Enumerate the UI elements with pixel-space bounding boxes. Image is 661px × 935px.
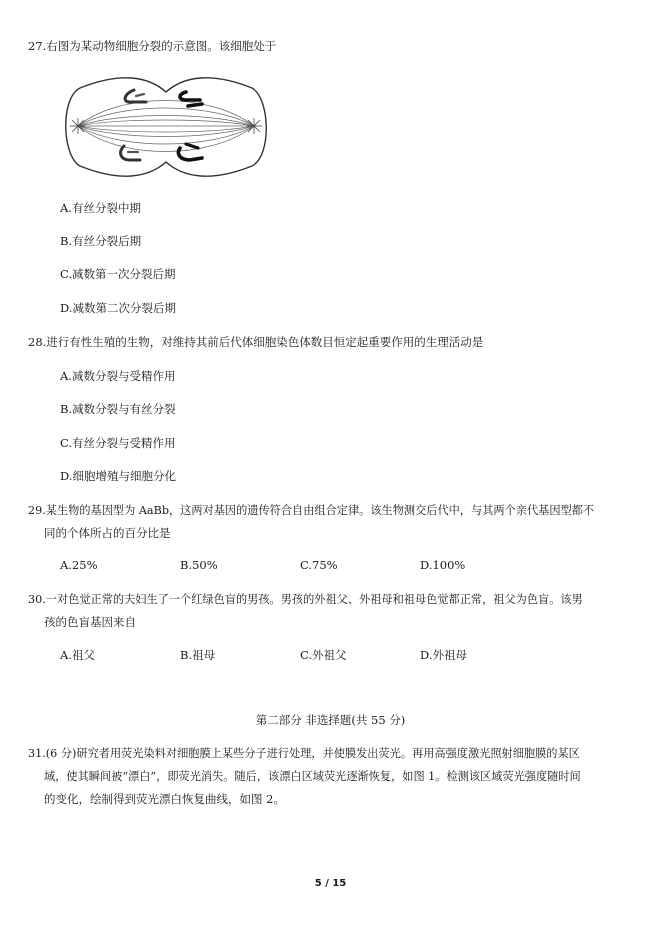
- q27-option-c: C.减数第一次分裂后期: [60, 267, 176, 281]
- cell-division-figure: [60, 68, 272, 186]
- q30-options-row: [60, 647, 540, 663]
- q27-option-a: A.有丝分裂中期: [60, 201, 141, 215]
- q28-option-a: A.减数分裂与受精作用: [60, 369, 176, 383]
- q30-stem-line1: 30.一对色觉正常的夫妇生了一个红绿色盲的男孩。男孩的外祖父、外祖母和祖母色觉都正常，祖父为色盲。该男: [28, 593, 583, 606]
- q29-option-d: D.100%: [420, 558, 466, 572]
- section-heading: 第二部分 非选择题(共 55 分): [255, 713, 406, 727]
- q31-line1: 31.(6 分)研究者用荧光染料对细胞膜上某些分子进行处理，并使膜发出荧光。再用高强度激光照射细胞膜的某区: [28, 747, 580, 760]
- page-number: 5 / 15: [314, 878, 347, 889]
- q27-option-b: B.有丝分裂后期: [60, 234, 142, 248]
- q29-options-row: [60, 558, 540, 572]
- q29-option-a: A.25%: [60, 558, 98, 572]
- q30-option-c: C.外祖父: [300, 648, 347, 662]
- q31-line2: 域，使其瞬间被“漂白”，即荧光消失。随后，该漂白区域荧光逐渐恢复，如图 1。检测该区域荧光强度随时间: [44, 770, 581, 783]
- q28-stem: 28.进行有性生殖的生物，对维持其前后代体细胞染色体数目恒定起重要作用的生理活动是: [28, 335, 484, 349]
- q28-option-d: D.细胞增殖与细胞分化: [60, 469, 176, 483]
- q30-option-d: D.外祖母: [420, 648, 467, 662]
- q28-option-b: B.减数分裂与有丝分裂: [60, 402, 176, 416]
- q30-option-a: A.祖父: [60, 648, 95, 662]
- q29-option-b: B.50%: [180, 558, 218, 572]
- q29-stem-line1: 29.某生物的基因型为 AaBb，这两对基因的遗传符合自由组合定律。该生物测交后代中，与其两个亲代基因型都不: [28, 504, 595, 517]
- q27-stem: 27.右图为某动物细胞分裂的示意图。该细胞处于: [28, 39, 277, 53]
- q30-stem-line2: 孩的色盲基因来自: [44, 615, 136, 629]
- q29-stem-line2: 同的个体所占的百分比是: [44, 526, 171, 540]
- q28-option-c: C.有丝分裂与受精作用: [60, 436, 176, 450]
- q27-option-d: D.减数第二次分裂后期: [60, 301, 176, 315]
- q29-option-c: C.75%: [300, 558, 338, 572]
- q31-line3: 的变化，绘制得到荧光漂白恢复曲线，如图 2。: [44, 792, 285, 806]
- q30-option-b: B.祖母: [180, 648, 216, 662]
